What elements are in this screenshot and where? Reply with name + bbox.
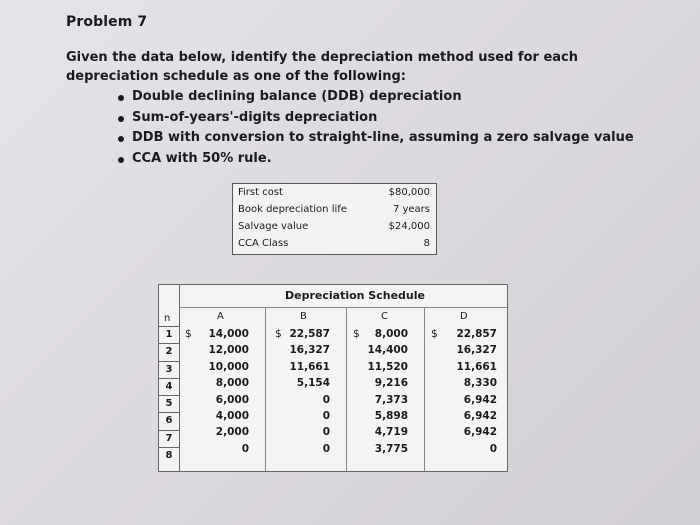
column-header-a: A: [217, 311, 224, 322]
cell-b: 0: [322, 426, 330, 439]
column-header-b: B: [300, 311, 307, 322]
cell-c: 7,373: [374, 393, 408, 406]
table-row: [159, 441, 507, 457]
cell-a: 10,000: [208, 360, 249, 373]
table-row: [159, 392, 507, 408]
currency-symbol: $: [431, 328, 438, 340]
given-row: [233, 235, 436, 252]
column-header-d: D: [460, 311, 468, 322]
cell-b: 0: [322, 393, 330, 406]
table-row: [159, 326, 507, 342]
given-row: [233, 184, 436, 201]
given-row: [233, 218, 436, 235]
cell-d: 8,330: [463, 377, 497, 390]
cell-a: 14,000: [208, 328, 249, 340]
table-row: [159, 408, 507, 424]
row-number: 8: [159, 447, 179, 464]
row-number: 4: [159, 378, 179, 395]
cell-c: 11,520: [367, 360, 408, 373]
row-number: 3: [159, 361, 179, 378]
problem-intro: Given the data below, identify the depreciation method used for each depreciation schedule as one of the following:: [66, 50, 579, 84]
table-row: [159, 424, 507, 440]
currency-symbol: $: [185, 328, 192, 340]
cell-d: 6,942: [463, 426, 497, 439]
cell-c: 3,775: [374, 442, 408, 455]
cell-d: 16,327: [456, 344, 497, 357]
cell-b: 0: [322, 410, 330, 422]
method-list: [118, 87, 634, 169]
table-row: [159, 342, 507, 358]
row-number: 5: [159, 395, 179, 412]
cell-b: 16,327: [289, 344, 330, 357]
cell-a: 4,000: [215, 410, 249, 422]
row-number: 1: [159, 326, 179, 343]
cell-c: 5,898: [374, 410, 408, 422]
currency-symbol: $: [353, 328, 360, 340]
cell-b: 22,587: [289, 328, 330, 340]
method-item: DDB with conversion to straight-line, assuming a zero salvage value: [118, 128, 634, 149]
given-data-table: [232, 183, 437, 255]
cell-c: 9,216: [374, 377, 408, 390]
given-value: $24,000: [388, 221, 430, 232]
cell-b: 11,661: [289, 360, 330, 373]
given-label: Book depreciation life: [238, 204, 347, 215]
given-label: CCA Class: [238, 238, 289, 249]
given-value: $80,000: [388, 187, 430, 198]
method-item: Sum-of-years'-digits depreciation: [118, 108, 634, 129]
cell-d: 6,942: [463, 393, 497, 406]
given-row: [233, 201, 436, 218]
cell-d: 11,661: [456, 360, 497, 373]
cell-c: 4,719: [374, 426, 408, 439]
cell-a: 0: [241, 442, 249, 455]
table-row: [159, 359, 507, 375]
cell-a: 2,000: [215, 426, 249, 439]
row-number: 2: [159, 343, 179, 360]
n-column-header: n: [164, 313, 171, 324]
method-item: Double declining balance (DDB) depreciation: [118, 87, 634, 108]
given-label: Salvage value: [238, 221, 309, 232]
header-divider: [179, 307, 507, 308]
given-label: First cost: [238, 187, 283, 198]
row-number: 7: [159, 430, 179, 447]
method-item: CCA with 50% rule.: [118, 149, 634, 170]
currency-symbol: $: [275, 328, 282, 340]
cell-a: 12,000: [208, 344, 249, 357]
row-number: 6: [159, 412, 179, 429]
cell-d: 6,942: [463, 410, 497, 422]
cell-d: 0: [489, 442, 497, 455]
cell-c: 14,400: [367, 344, 408, 357]
cell-b: 5,154: [296, 377, 330, 390]
given-value: 7 years: [392, 204, 430, 215]
cell-a: 8,000: [215, 377, 249, 390]
given-value: 8: [423, 238, 430, 249]
cell-a: 6,000: [215, 393, 249, 406]
depreciation-schedule-table: [158, 284, 508, 472]
column-header-c: C: [381, 311, 388, 322]
cell-b: 0: [322, 442, 330, 455]
cell-d: 22,857: [456, 328, 497, 340]
problem-title: Problem 7: [66, 14, 148, 30]
cell-c: 8,000: [374, 328, 408, 340]
schedule-title: Depreciation Schedule: [285, 289, 425, 302]
table-row: [159, 375, 507, 391]
